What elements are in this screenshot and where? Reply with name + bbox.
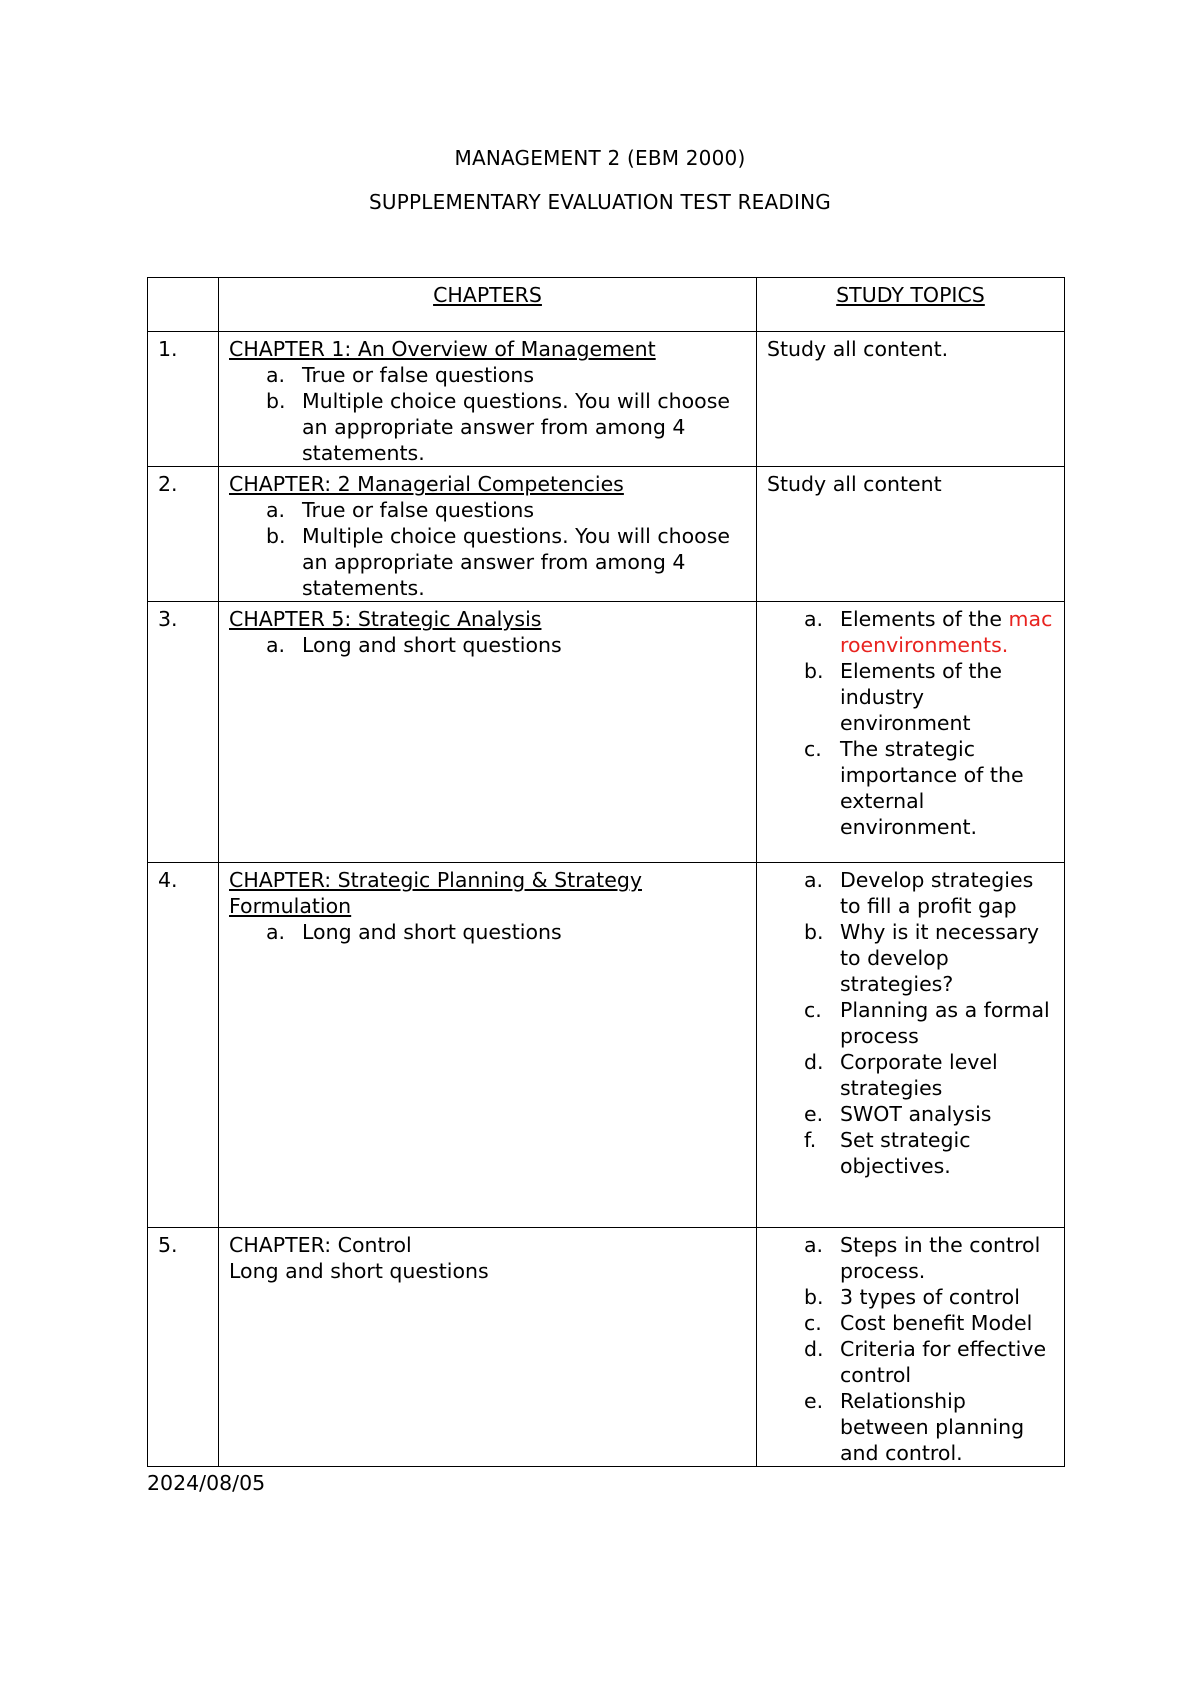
list-item: a. Develop strategies to fill a profit gap [804, 868, 1034, 918]
list-item: d. Corporate level strategies [804, 1050, 998, 1100]
chapter-cell [219, 467, 757, 602]
list-item: e. Relationship between planning and control. [804, 1389, 1025, 1465]
document-subtitle: SUPPLEMENTARY EVALUATION TEST READING [369, 190, 831, 214]
list-item: b. Multiple choice questions. You will choose an appropriate answer from among 4 statements. [266, 524, 730, 600]
list-item: c. The strategic importance of the external environment. [804, 737, 1024, 839]
list-item: b. Elements of the industry environment [804, 659, 1002, 735]
chapter-title: CHAPTER: Control [229, 1233, 412, 1257]
chapter-title: CHAPTER: 2 Managerial Competencies [229, 472, 624, 496]
list-item: c. Cost benefit Model [804, 1311, 1033, 1335]
table-row [148, 863, 1065, 1228]
topics-cell [757, 1228, 1065, 1467]
topics-cell: Study all content. [757, 332, 1065, 467]
question-type: Long and short questions [229, 1259, 489, 1283]
list-item: b. Multiple choice questions. You will choose an appropriate answer from among 4 statements. [266, 389, 730, 465]
topics-cell [757, 602, 1065, 863]
list-item: a. Elements of the macroenvironments. [804, 607, 1053, 657]
header-study-topics: STUDY TOPICS [757, 278, 1065, 332]
list-item: d. Criteria for effective control [804, 1337, 1047, 1387]
topic-list [767, 606, 1054, 840]
reading-table [147, 277, 1065, 1467]
list-item: b. Why is it necessary to develop strategies? [804, 920, 1040, 996]
list-item: a. Long and short questions [266, 920, 562, 944]
table-row [148, 332, 1065, 467]
header-empty-cell [148, 278, 219, 332]
question-list [229, 632, 746, 658]
list-item: f. Set strategic objectives. [804, 1128, 971, 1178]
document-date: 2024/08/05 [147, 1471, 266, 1495]
table-header-row [148, 278, 1065, 332]
course-title: MANAGEMENT 2 (EBM 2000) [454, 146, 746, 170]
row-number: 2. [148, 467, 219, 602]
row-number: 4. [148, 863, 219, 1228]
table-row [148, 602, 1065, 863]
topics-cell: Study all content [757, 467, 1065, 602]
topics-cell [757, 863, 1065, 1228]
list-item: b. 3 types of control [804, 1285, 1020, 1309]
table-row [148, 1228, 1065, 1467]
header-chapters: CHAPTERS [219, 278, 757, 332]
list-item: a. True or false questions [266, 363, 535, 387]
chapter-title: CHAPTER 1: An Overview of Management [229, 337, 656, 361]
list-item: a. True or false questions [266, 498, 535, 522]
row-number: 5. [148, 1228, 219, 1467]
topic-list [767, 1232, 1054, 1466]
question-list [229, 497, 746, 601]
chapter-cell [219, 1228, 757, 1467]
list-item: c. Planning as a formal process [804, 998, 1050, 1048]
chapter-cell [219, 602, 757, 863]
chapter-title: CHAPTER 5: Strategic Analysis [229, 607, 542, 631]
list-item: a. Long and short questions [266, 633, 562, 657]
highlighted-term: macroenvironments. [840, 607, 1053, 657]
chapter-cell [219, 863, 757, 1228]
question-list [229, 919, 746, 945]
row-number: 1. [148, 332, 219, 467]
question-list [229, 362, 746, 466]
chapter-cell [219, 332, 757, 467]
topic-list [767, 867, 1054, 1179]
table-row [148, 467, 1065, 602]
list-item: e. SWOT analysis [804, 1102, 992, 1126]
row-number: 3. [148, 602, 219, 863]
chapter-title: CHAPTER: Strategic Planning & Strategy Formulation [229, 868, 642, 918]
list-item: a. Steps in the control process. [804, 1233, 1041, 1283]
